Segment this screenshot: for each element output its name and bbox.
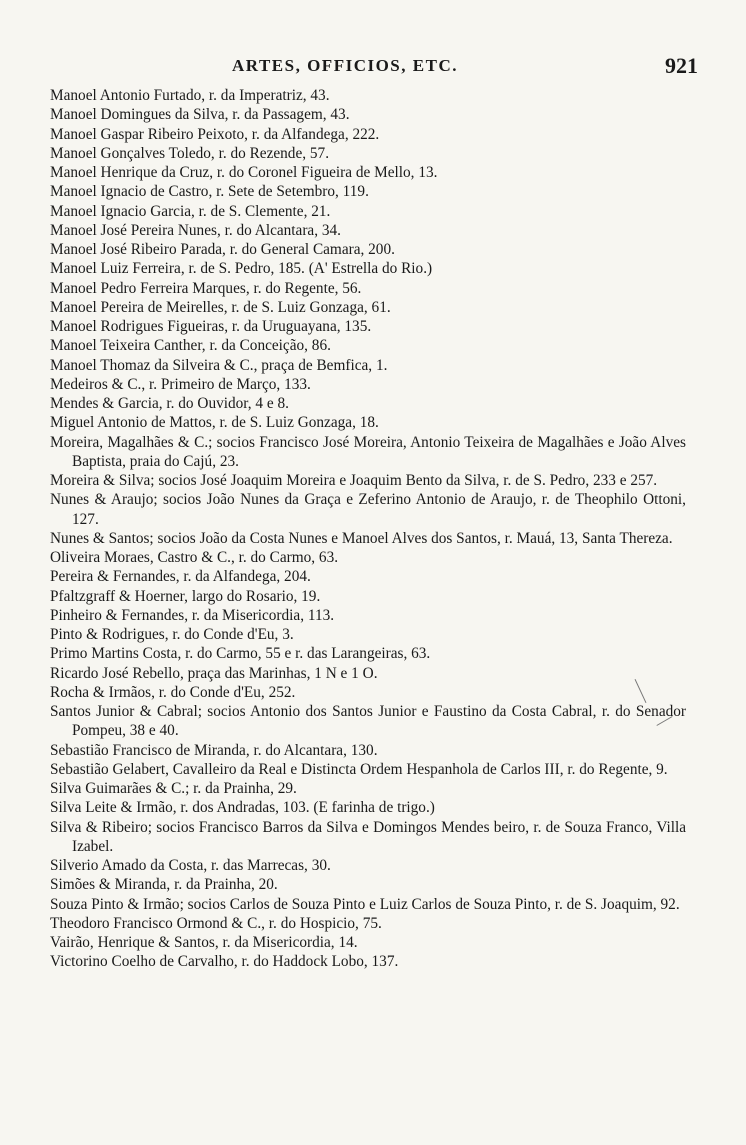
directory-entry: Manoel Pereira de Meirelles, r. de S. Luiz Gonzaga, 61. bbox=[50, 298, 391, 316]
directory-entry-list bbox=[50, 86, 686, 972]
directory-entry: Nunes & Santos; socios João da Costa Nunes e Manoel Alves dos Santos, r. Mauá, 13, Santa Thereza. bbox=[50, 529, 673, 547]
directory-entry: Sebastião Francisco de Miranda, r. do Alcantara, 130. bbox=[50, 741, 378, 759]
directory-entry: Vairão, Henrique & Santos, r. da Misericordia, 14. bbox=[50, 934, 358, 951]
directory-entry: Silva Leite & Irmão, r. dos Andradas, 103. (E farinha de trigo.) bbox=[50, 799, 435, 817]
directory-entry: Pfaltzgraff & Hoerner, largo do Rosario, 19. bbox=[50, 587, 321, 605]
directory-entry: Manoel Ignacio de Castro, r. Sete de Setembro, 119. bbox=[50, 183, 369, 201]
directory-entry: Manoel Pedro Ferreira Marques, r. do Regente, 56. bbox=[50, 279, 362, 297]
directory-entry: Mendes & Garcia, r. do Ouvidor, 4 e 8. bbox=[50, 395, 289, 412]
directory-entry: Simões & Miranda, r. da Prainha, 20. bbox=[50, 876, 278, 894]
directory-entry: Manoel Domingues da Silva, r. da Passagem, 43. bbox=[50, 106, 350, 124]
directory-entry: Pereira & Fernandes, r. da Alfandega, 204. bbox=[50, 568, 311, 586]
directory-entry: Pinheiro & Fernandes, r. da Misericordia, 113. bbox=[50, 606, 335, 624]
directory-entry: Medeiros & C., r. Primeiro de Março, 133. bbox=[50, 375, 311, 393]
directory-entry: Moreira, Magalhães & C.; socios Francisco José Moreira, Antonio Teixeira de Magalhães e João Alves Baptista, praia do Cajú, 23. bbox=[50, 433, 686, 470]
directory-entry: Manoel Gonçalves Toledo, r. do Rezende, 57. bbox=[50, 144, 330, 162]
directory-entry: Silva & Ribeiro; socios Francisco Barros da Silva e Domingos Mendes beiro, r. de Souza Franco, Villa Izabel. bbox=[50, 818, 686, 855]
directory-entry: Silverio Amado da Costa, r. das Marrecas, 30. bbox=[50, 857, 331, 874]
page-number: 921 bbox=[665, 53, 698, 78]
running-title: ARTES, OFFICIOS, ETC. bbox=[232, 56, 458, 75]
directory-entry: Manoel Antonio Furtado, r. da Imperatriz, 43. bbox=[50, 87, 330, 104]
directory-entry: Victorino Coelho de Carvalho, r. do Haddock Lobo, 137. bbox=[50, 953, 399, 971]
directory-entry: Nunes & Araujo; socios João Nunes da Graça e Zeferino Antonio de Araujo, r. de Theophilo Ottoni, 127. bbox=[50, 491, 686, 528]
directory-entry: Souza Pinto & Irmão; socios Carlos de Souza Pinto e Luiz Carlos de Souza Pinto, r. de S. Joaquim, 92. bbox=[50, 895, 680, 913]
directory-entry: Pinto & Rodrigues, r. do Conde d'Eu, 3. bbox=[50, 626, 294, 643]
directory-entry: Manoel Ignacio Garcia, r. de S. Clemente, 21. bbox=[50, 202, 331, 220]
directory-entry: Manoel Henrique da Cruz, r. do Coronel Figueira de Mello, 13. bbox=[50, 164, 438, 181]
directory-entry: Manoel Gaspar Ribeiro Peixoto, r. da Alfandega, 222. bbox=[50, 125, 380, 143]
directory-entry: Ricardo José Rebello, praça das Marinhas, 1 N e 1 O. bbox=[50, 664, 378, 682]
directory-entry: Manoel Luiz Ferreira, r. de S. Pedro, 185. (A' Estrella do Rio.) bbox=[50, 260, 433, 278]
directory-entry: Moreira & Silva; socios José Joaquim Moreira e Joaquim Bento da Silva, r. de S. Pedro, 233 e 257. bbox=[50, 472, 658, 489]
directory-entry: Oliveira Moraes, Castro & C., r. do Carmo, 63. bbox=[50, 549, 339, 566]
directory-entry: Silva Guimarães & C.; r. da Prainha, 29. bbox=[50, 780, 297, 797]
running-header bbox=[0, 53, 746, 80]
directory-entry: Manoel José Ribeiro Parada, r. do General Camara, 200. bbox=[50, 241, 395, 258]
directory-entry: Theodoro Francisco Ormond & C., r. do Hospicio, 75. bbox=[50, 914, 382, 932]
directory-entry: Santos Junior & Cabral; socios Antonio dos Santos Junior e Faustino da Costa Cabral, r. do Senador Pompeu, 38 e 40. bbox=[50, 703, 686, 740]
directory-entry: Rocha & Irmãos, r. do Conde d'Eu, 252. bbox=[50, 683, 296, 701]
directory-entry: Sebastião Gelabert, Cavalleiro da Real e Distincta Ordem Hespanhola de Carlos III, r. do Regente, 9. bbox=[50, 760, 668, 778]
directory-entry: Manoel Thomaz da Silveira & C., praça de Bemfica, 1. bbox=[50, 356, 388, 374]
directory-entry: Manoel Rodrigues Figueiras, r. da Uruguayana, 135. bbox=[50, 318, 372, 335]
directory-entry: Manoel José Pereira Nunes, r. do Alcantara, 34. bbox=[50, 221, 341, 239]
directory-entry: Primo Martins Costa, r. do Carmo, 55 e r. das Larangeiras, 63. bbox=[50, 645, 431, 663]
directory-entry: Miguel Antonio de Mattos, r. de S. Luiz Gonzaga, 18. bbox=[50, 414, 379, 432]
directory-entry: Manoel Teixeira Canther, r. da Conceição, 86. bbox=[50, 337, 331, 355]
